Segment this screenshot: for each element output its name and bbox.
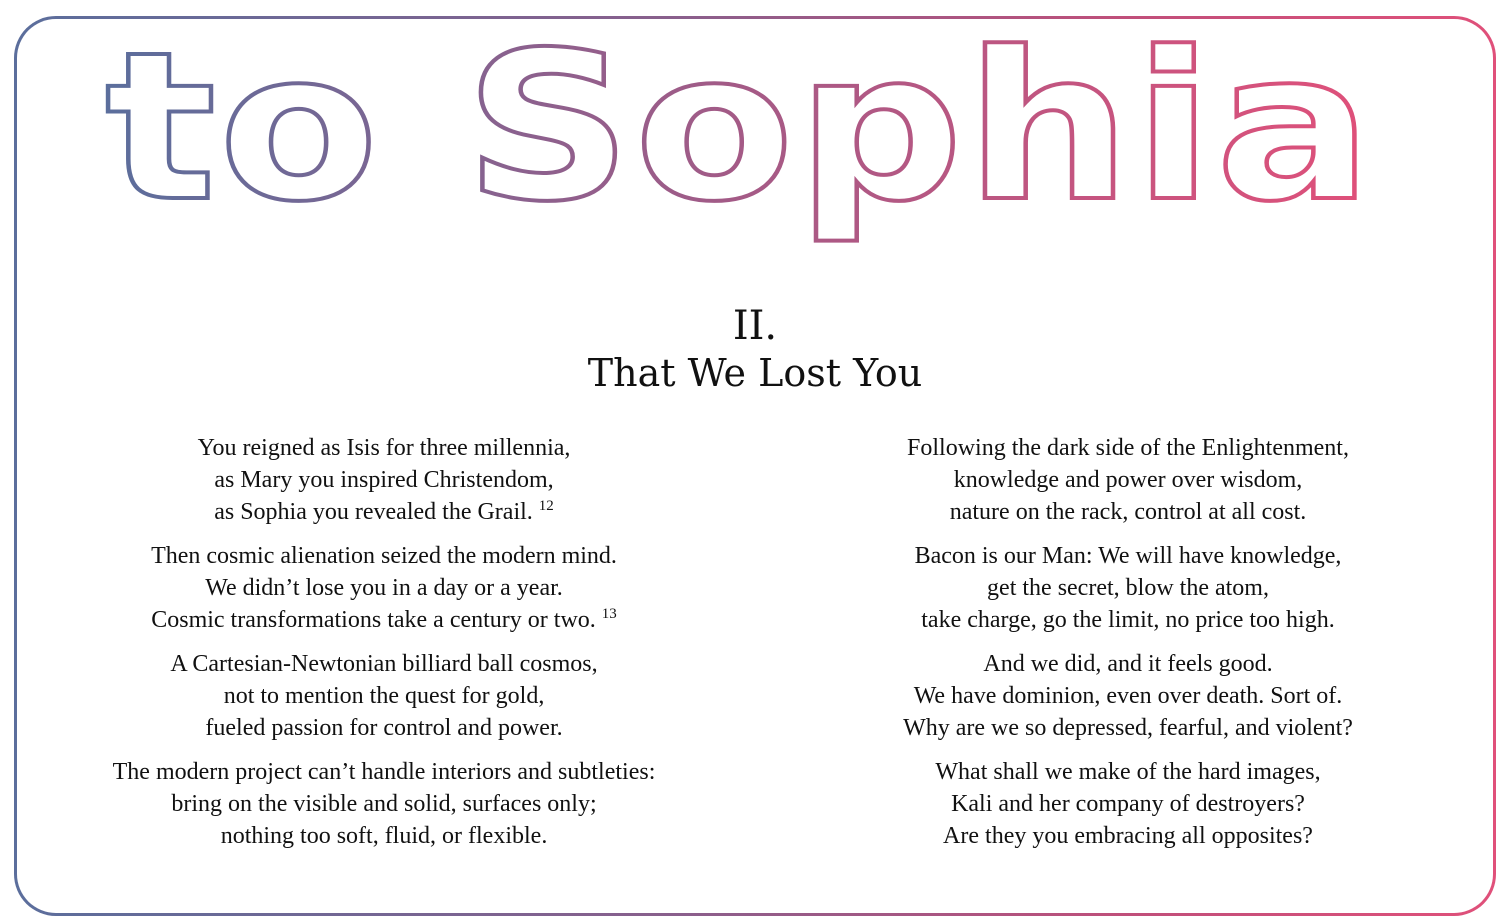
footnote-marker: 13	[601, 606, 617, 622]
poem-line: Following the dark side of the Enlightenment,	[907, 435, 1349, 461]
poem-line: get the secret, blow the atom,	[987, 575, 1269, 601]
poem-line: We have dominion, even over death. Sort of.	[913, 683, 1343, 709]
left-stanza-column	[44, 432, 724, 864]
section-title: That We Lost You	[587, 351, 923, 395]
poem-line: Kali and her company of destroyers?	[951, 791, 1305, 817]
poem-line: nothing too soft, fluid, or flexible.	[220, 823, 548, 849]
poem-line: as Sophia you revealed the Grail. $^{12}$	[214, 498, 554, 525]
poem-line: not to mention the quest for gold,	[223, 683, 545, 709]
poem-line: take charge, go the limit, no price too high.	[921, 607, 1335, 633]
poem-title-text: to Sophia	[105, 9, 1375, 247]
poem-line: The modern project can’t handle interiors and subtleties:	[112, 759, 656, 785]
poem-line: fueled passion for control and power.	[205, 715, 563, 741]
stanza	[44, 432, 724, 528]
poem-line: knowledge and power over wisdom,	[953, 467, 1303, 493]
poem-line: And we did, and it feels good.	[983, 651, 1273, 677]
poem-line: Bacon is our Man: We will have knowledge,	[914, 543, 1342, 569]
stanza	[788, 648, 1468, 744]
stanza	[44, 756, 724, 852]
poem-line: bring on the visible and solid, surfaces only;	[171, 791, 597, 817]
stanza	[44, 648, 724, 744]
footnote-marker: 12	[538, 498, 554, 514]
poem-line: We didn’t lose you in a day or a year.	[205, 575, 563, 601]
right-stanza-column	[788, 432, 1468, 864]
poem-title	[0, 0, 1510, 260]
stanza	[788, 756, 1468, 852]
poem-line: Are they you embracing all opposites?	[943, 823, 1313, 849]
poem-line: Then cosmic alienation seized the modern mind.	[151, 543, 617, 569]
poem-line: You reigned as Isis for three millennia,	[197, 435, 571, 461]
stanza	[44, 540, 724, 636]
stanza	[788, 432, 1468, 528]
poem-line: What shall we make of the hard images,	[935, 759, 1321, 785]
poem-line: A Cartesian-Newtonian billiard ball cosmos,	[170, 651, 598, 677]
section-numeral: II.	[732, 303, 778, 349]
poem-line: Cosmic transformations take a century or two. $^{13}$	[151, 606, 617, 633]
stanza	[788, 540, 1468, 636]
poem-line: Why are we so depressed, fearful, and violent?	[903, 715, 1353, 741]
poem-line: nature on the rack, control at all cost.	[949, 499, 1307, 525]
poem-line: as Mary you inspired Christendom,	[214, 467, 554, 493]
